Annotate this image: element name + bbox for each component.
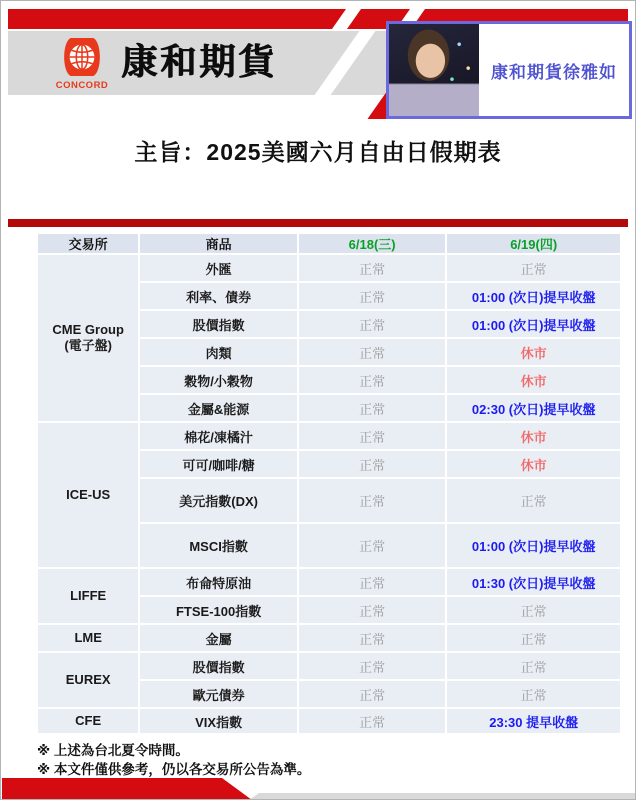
status-cell-6-18: 正常 [299, 653, 446, 679]
column-header: 6/18(三) [299, 234, 446, 253]
footnotes [37, 741, 310, 779]
status-cell-6-19: 正常 [447, 597, 620, 623]
product-cell: 肉類 [140, 339, 297, 365]
agent-photo [389, 24, 479, 116]
exchange-cell: EUREX [38, 653, 138, 707]
status-cell-6-19: 01:30 (次日)提早收盤 [447, 569, 620, 595]
product-cell: 利率、債券 [140, 283, 297, 309]
footer-gray-shape [249, 793, 636, 800]
status-cell-6-18: 正常 [299, 367, 446, 393]
product-cell: 美元指數(DX) [140, 479, 297, 522]
exchange-cell: CME Group (電子盤) [38, 255, 138, 421]
concord-lantern-icon [53, 37, 111, 91]
status-cell-6-18: 正常 [299, 569, 446, 595]
exchange-cell: LME [38, 625, 138, 651]
product-cell: FTSE-100指數 [140, 597, 297, 623]
column-header: 交易所 [38, 234, 138, 253]
status-cell-6-18: 正常 [299, 395, 446, 421]
footer-red-shape [2, 778, 252, 800]
table-row [38, 569, 620, 595]
product-cell: MSCI指數 [140, 524, 297, 567]
status-cell-6-18: 正常 [299, 255, 446, 281]
product-cell: 金屬&能源 [140, 395, 297, 421]
status-cell-6-19: 01:00 (次日)提早收盤 [447, 283, 620, 309]
table-row [38, 625, 620, 651]
status-cell-6-19: 01:00 (次日)提早收盤 [447, 311, 620, 337]
exchange-cell: ICE-US [38, 423, 138, 567]
page-title: 主旨：2025美國六月自由日假期表 [134, 139, 502, 165]
product-cell: 穀物/小穀物 [140, 367, 297, 393]
exchange-cell: CFE [38, 709, 138, 733]
status-cell-6-19: 正常 [447, 255, 620, 281]
agent-name: 康和期貨徐雅如 [491, 62, 617, 82]
product-cell: 歐元債券 [140, 681, 297, 707]
status-cell-6-19: 23:30 提早收盤 [447, 709, 620, 733]
footnote-line: ※ 上述為台北夏令時間。 [37, 743, 189, 758]
status-cell-6-18: 正常 [299, 311, 446, 337]
table-header-row [38, 234, 620, 253]
status-cell-6-18: 正常 [299, 625, 446, 651]
table-row [38, 709, 620, 733]
table-row [38, 423, 620, 449]
status-cell-6-18: 正常 [299, 709, 446, 733]
column-header: 6/19(四) [447, 234, 620, 253]
status-cell-6-19: 休市 [447, 451, 620, 477]
red-divider [8, 219, 628, 227]
status-cell-6-18: 正常 [299, 681, 446, 707]
product-cell: 棉花/凍橘汁 [140, 423, 297, 449]
status-cell-6-19: 正常 [447, 681, 620, 707]
status-cell-6-19: 正常 [447, 625, 620, 651]
exchange-cell: LIFFE [38, 569, 138, 623]
product-cell: VIX指數 [140, 709, 297, 733]
product-cell: 布侖特原油 [140, 569, 297, 595]
footnote-line: ※ 本文件僅供參考，仍以各交易所公告為準。 [37, 762, 311, 777]
status-cell-6-19: 休市 [447, 423, 620, 449]
status-cell-6-18: 正常 [299, 339, 446, 365]
status-cell-6-18: 正常 [299, 451, 446, 477]
status-cell-6-18: 正常 [299, 423, 446, 449]
product-cell: 股價指數 [140, 311, 297, 337]
status-cell-6-19: 正常 [447, 479, 620, 522]
product-cell: 股價指數 [140, 653, 297, 679]
brand-logo [53, 37, 277, 91]
status-cell-6-19: 休市 [447, 339, 620, 365]
table-row [38, 653, 620, 679]
logo-name: 康和期貨 [121, 41, 278, 82]
status-cell-6-19: 02:30 (次日)提早收盤 [447, 395, 620, 421]
logo-word: CONCORD [55, 80, 109, 91]
status-cell-6-19: 休市 [447, 367, 620, 393]
status-cell-6-19: 01:00 (次日)提早收盤 [447, 524, 620, 567]
column-header: 商品 [140, 234, 297, 253]
agent-card [386, 21, 632, 119]
product-cell: 金屬 [140, 625, 297, 651]
table-row [38, 255, 620, 281]
status-cell-6-18: 正常 [299, 479, 446, 522]
holiday-table [36, 232, 622, 735]
status-cell-6-19: 正常 [447, 653, 620, 679]
product-cell: 外匯 [140, 255, 297, 281]
status-cell-6-18: 正常 [299, 524, 446, 567]
status-cell-6-18: 正常 [299, 597, 446, 623]
status-cell-6-18: 正常 [299, 283, 446, 309]
product-cell: 可可/咖啡/糖 [140, 451, 297, 477]
